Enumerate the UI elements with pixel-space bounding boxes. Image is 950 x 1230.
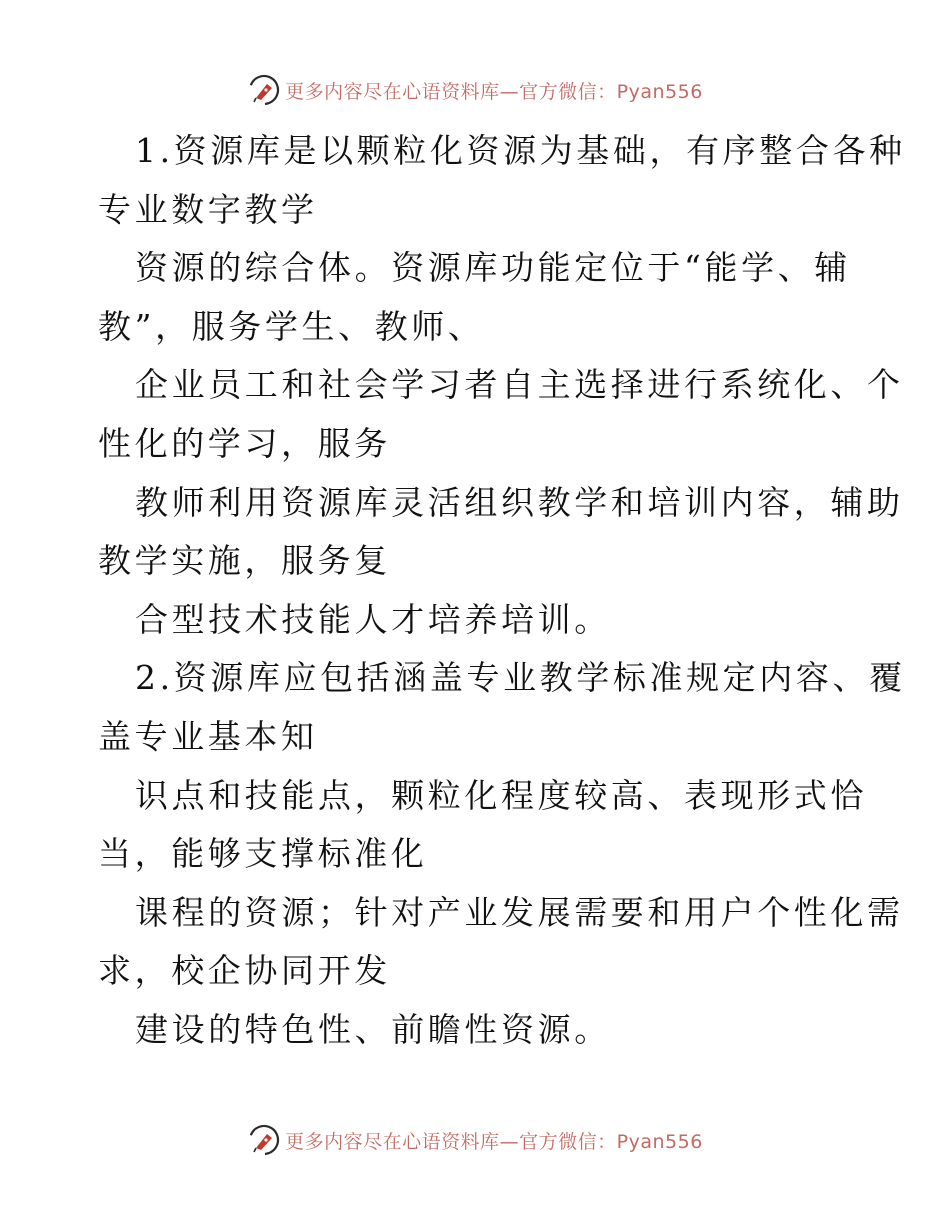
document-body — [98, 122, 906, 1060]
text-line: 课程的资源；针对产业发展需要和用户个性化需 — [135, 892, 904, 932]
header-banner-text: 更多内容尽在心语资料库—官方微信：Pyan556 — [285, 80, 703, 103]
text-line: 专业数字教学 — [98, 189, 318, 229]
text-line: 企业员工和社会学习者自主选择进行系统化、个 — [135, 365, 904, 405]
text-line: 教师利用资源库灵活组织教学和培训内容，辅助 — [135, 482, 904, 522]
text-line: 识点和技能点，颗粒化程度较高、表现形式恰 — [135, 775, 867, 815]
text-line: 资源的综合体。资源库功能定位于“能学、辅 — [135, 248, 851, 288]
text-line: 建设的特色性、前瞻性资源。 — [135, 1009, 611, 1049]
text-line: 2.资源库应包括涵盖专业教学标准规定内容、覆 — [135, 658, 906, 698]
text-line: 性化的学习，服务 — [98, 423, 391, 463]
text-line: 合型技术技能人才培养培训。 — [135, 599, 611, 639]
pen-nib-logo-icon — [247, 73, 281, 107]
text-line: 教”，服务学生、教师、 — [98, 306, 485, 346]
text-line: 当，能够支撑标准化 — [98, 834, 428, 874]
footer-banner — [0, 1120, 950, 1160]
text-line: 教学实施，服务复 — [98, 541, 391, 581]
pen-nib-logo-icon — [247, 1123, 281, 1157]
text-line: 1.资源库是以颗粒化资源为基础，有序整合各种 — [135, 131, 906, 170]
footer-banner-text: 更多内容尽在心语资料库—官方微信：Pyan556 — [285, 1130, 703, 1153]
header-banner — [0, 70, 950, 110]
text-line: 求，校企协同开发 — [98, 951, 391, 991]
text-line: 盖专业基本知 — [98, 716, 318, 756]
